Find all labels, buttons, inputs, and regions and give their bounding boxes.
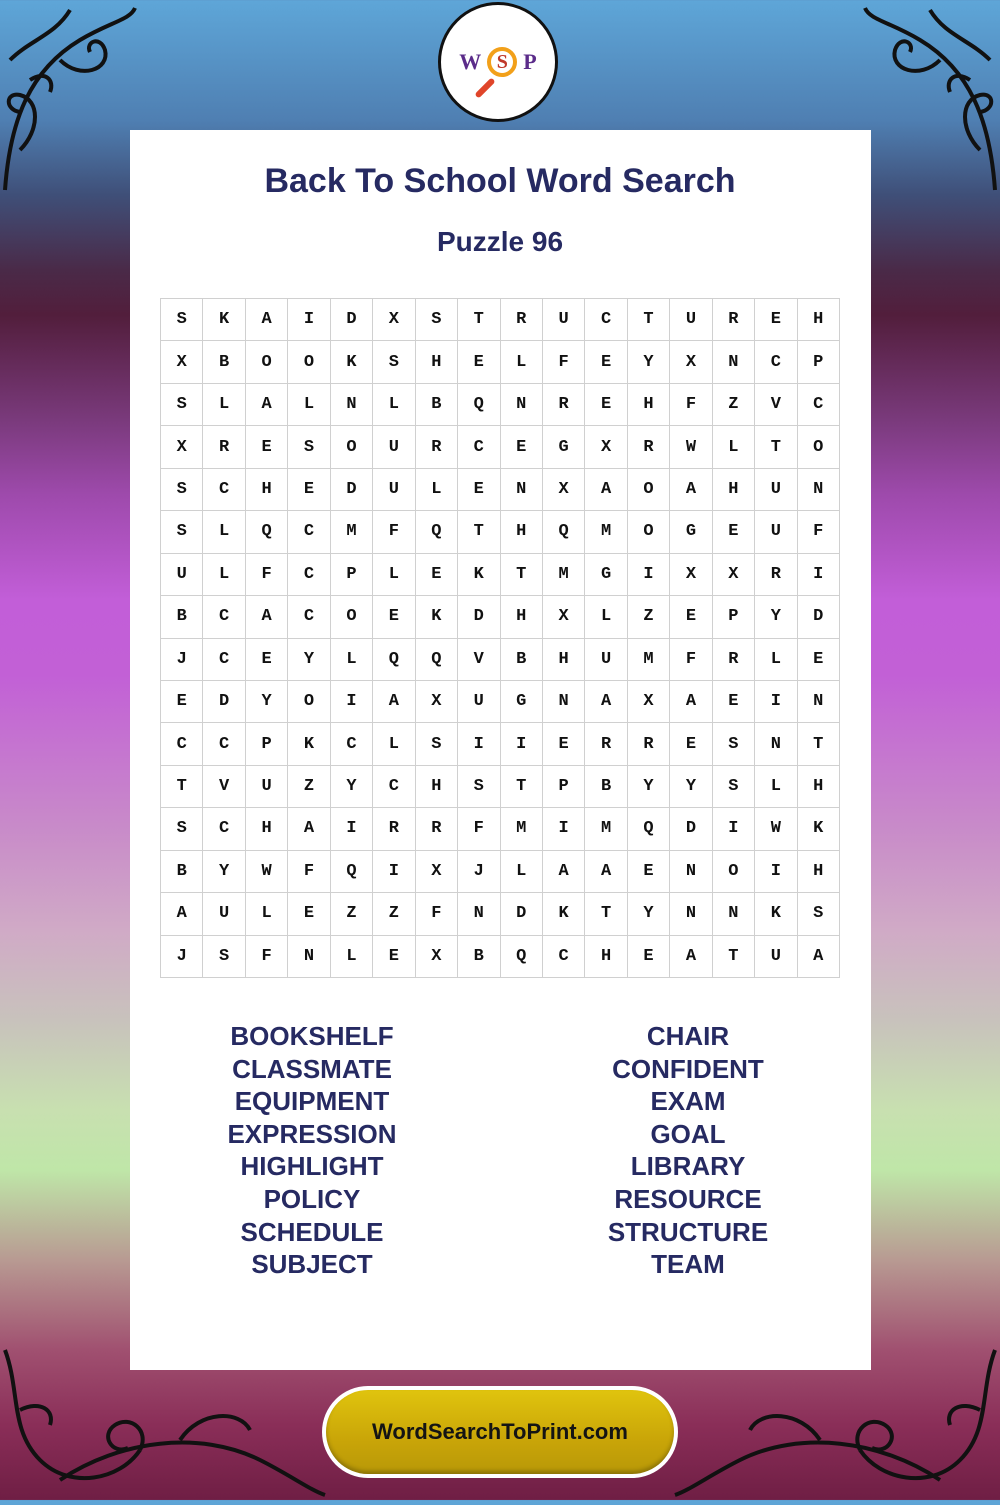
grid-cell[interactable]: A [246,596,288,638]
grid-cell[interactable]: N [713,341,755,383]
grid-cell[interactable]: Q [373,639,415,681]
grid-cell[interactable]: E [288,469,330,511]
logo-letter-p: P [523,49,537,74]
grid-cell[interactable]: H [543,639,585,681]
grid-cell[interactable]: I [628,554,670,596]
grid-cell[interactable]: L [755,766,797,808]
grid-cell[interactable]: R [543,384,585,426]
word-list-right [528,1020,848,1281]
grid-cell[interactable]: I [331,681,373,723]
grid-cell[interactable]: F [543,341,585,383]
word-list-left [152,1020,472,1281]
grid-cell[interactable]: A [585,469,627,511]
letter-grid [160,298,840,978]
grid-cell[interactable]: S [161,384,203,426]
grid-cell[interactable]: L [246,893,288,935]
grid-cell[interactable]: S [373,341,415,383]
grid-cell[interactable]: L [373,723,415,765]
grid-cell[interactable]: N [501,384,543,426]
grid-cell[interactable]: N [670,893,712,935]
grid-cell[interactable]: I [798,554,840,596]
grid-cell[interactable]: E [798,639,840,681]
logo-letter-w: W [459,49,482,74]
grid-cell[interactable]: C [203,723,245,765]
grid-cell[interactable]: E [670,596,712,638]
grid-cell[interactable]: R [585,723,627,765]
grid-cell[interactable]: A [246,299,288,341]
grid-cell[interactable]: E [755,299,797,341]
grid-cell[interactable]: L [331,639,373,681]
grid-cell[interactable]: E [713,681,755,723]
grid-cell[interactable]: X [161,426,203,468]
grid-cell[interactable]: B [203,341,245,383]
grid-cell[interactable]: V [755,384,797,426]
grid-cell[interactable]: B [416,384,458,426]
grid-cell[interactable]: Q [416,639,458,681]
grid-cell[interactable]: F [288,851,330,893]
grid-cell[interactable]: I [543,808,585,850]
puzzle-number: Puzzle 96 [436,226,564,257]
page-title: Back To School Word Search [264,162,736,200]
grid-cell[interactable]: U [543,299,585,341]
grid-cell[interactable]: D [331,469,373,511]
grid-cell[interactable]: X [585,426,627,468]
word-list-item: TEAM [651,1249,725,1280]
grid-cell[interactable]: F [373,511,415,553]
grid-cell[interactable]: D [798,596,840,638]
grid-cell[interactable]: D [203,681,245,723]
grid-cell[interactable]: R [713,639,755,681]
grid-cell[interactable]: S [713,766,755,808]
grid-cell[interactable]: A [543,851,585,893]
grid-cell[interactable]: U [246,766,288,808]
grid-cell[interactable]: E [713,511,755,553]
grid-cell[interactable]: A [585,851,627,893]
grid-cell[interactable]: O [331,426,373,468]
grid-cell[interactable]: I [288,299,330,341]
grid-cell[interactable]: R [628,426,670,468]
grid-cell[interactable]: K [288,723,330,765]
grid-cell[interactable]: C [203,639,245,681]
grid-cell[interactable]: X [416,851,458,893]
grid-cell[interactable]: K [458,554,500,596]
grid-cell[interactable]: A [246,384,288,426]
grid-cell[interactable]: E [416,554,458,596]
grid-cell[interactable]: L [203,554,245,596]
grid-cell[interactable]: H [798,766,840,808]
grid-cell[interactable]: G [585,554,627,596]
grid-cell[interactable]: Q [628,808,670,850]
grid-cell[interactable]: E [458,341,500,383]
grid-cell[interactable]: R [203,426,245,468]
word-list-item: CONFIDENT [612,1053,764,1084]
word-list-item: SUBJECT [251,1249,373,1280]
grid-cell[interactable]: I [501,723,543,765]
grid-cell[interactable]: Y [628,893,670,935]
grid-cell[interactable]: T [458,511,500,553]
grid-cell[interactable]: P [798,341,840,383]
grid-cell[interactable]: A [288,808,330,850]
grid-cell[interactable]: G [670,511,712,553]
grid-cell[interactable]: H [798,851,840,893]
grid-cell[interactable]: L [416,469,458,511]
grid-cell[interactable]: P [713,596,755,638]
grid-cell[interactable]: H [628,384,670,426]
grid-cell[interactable]: I [331,808,373,850]
word-list-item: POLICY [263,1183,361,1214]
grid-cell[interactable]: R [416,808,458,850]
grid-cell[interactable]: R [628,723,670,765]
grid-cell[interactable]: D [458,596,500,638]
grid-cell[interactable]: F [246,936,288,978]
grid-cell[interactable]: J [458,851,500,893]
grid-cell[interactable]: R [501,299,543,341]
grid-cell[interactable]: L [755,639,797,681]
grid-cell[interactable]: U [458,681,500,723]
grid-cell[interactable]: L [288,384,330,426]
grid-cell[interactable]: Q [416,511,458,553]
grid-cell[interactable]: Y [628,341,670,383]
grid-cell[interactable]: C [798,384,840,426]
grid-cell[interactable]: Z [713,384,755,426]
grid-cell[interactable]: D [331,299,373,341]
grid-cell[interactable]: B [585,766,627,808]
grid-cell[interactable]: R [373,808,415,850]
grid-cell[interactable]: N [501,469,543,511]
grid-cell[interactable]: E [628,936,670,978]
logo-letter-s: S [496,50,508,73]
grid-cell[interactable]: I [373,851,415,893]
grid-cell[interactable]: C [373,766,415,808]
grid-cell[interactable]: N [543,681,585,723]
magnifier-handle [475,77,496,98]
grid-cell[interactable]: H [798,299,840,341]
grid-cell[interactable]: H [246,808,288,850]
grid-cell[interactable]: L [203,511,245,553]
grid-cell[interactable]: U [755,469,797,511]
grid-cell[interactable]: I [755,681,797,723]
grid-cell[interactable]: O [628,469,670,511]
grid-cell[interactable]: H [416,341,458,383]
word-list-item: LIBRARY [630,1151,746,1182]
grid-cell[interactable]: H [501,511,543,553]
grid-cell[interactable]: U [161,554,203,596]
grid-cell[interactable]: D [501,893,543,935]
grid-cell[interactable]: E [373,596,415,638]
grid-cell[interactable]: T [713,936,755,978]
grid-cell[interactable]: T [501,766,543,808]
grid-cell[interactable]: F [416,893,458,935]
grid-cell[interactable]: L [501,851,543,893]
word-list-item: STRUCTURE [607,1216,769,1247]
grid-cell[interactable]: V [458,639,500,681]
grid-cell[interactable]: R [755,554,797,596]
word-list-item: BOOKSHELF [230,1021,394,1051]
grid-cell[interactable]: S [416,723,458,765]
grid-cell[interactable]: E [373,936,415,978]
grid-cell[interactable]: U [373,469,415,511]
grid-cell[interactable]: O [288,341,330,383]
grid-cell[interactable]: N [798,469,840,511]
grid-cell[interactable]: X [628,681,670,723]
grid-cell[interactable]: S [288,426,330,468]
grid-cell[interactable]: E [585,341,627,383]
grid-cell[interactable]: S [458,766,500,808]
word-list-item: EQUIPMENT [234,1086,390,1117]
grid-cell[interactable]: U [755,936,797,978]
grid-cell[interactable]: S [161,808,203,850]
grid-cell[interactable]: C [543,936,585,978]
grid-cell[interactable]: A [585,681,627,723]
grid-cell[interactable]: F [458,808,500,850]
grid-cell[interactable]: L [331,936,373,978]
grid-cell[interactable]: S [713,723,755,765]
word-list-item: HIGHLIGHT [240,1151,384,1182]
grid-cell[interactable]: E [628,851,670,893]
grid-cell[interactable]: H [416,766,458,808]
grid-cell[interactable]: O [798,426,840,468]
grid-cell[interactable]: C [755,341,797,383]
grid-cell[interactable]: E [246,426,288,468]
grid-cell[interactable]: A [670,936,712,978]
site-logo[interactable] [438,2,558,122]
grid-cell[interactable]: C [203,469,245,511]
grid-cell[interactable]: O [713,851,755,893]
grid-cell[interactable]: N [755,723,797,765]
grid-cell[interactable]: F [798,511,840,553]
grid-cell[interactable]: X [713,554,755,596]
grid-cell[interactable]: I [755,851,797,893]
grid-cell[interactable]: Q [543,511,585,553]
word-list-item: GOAL [650,1118,726,1149]
grid-cell[interactable]: Y [670,766,712,808]
grid-cell[interactable]: S [161,469,203,511]
grid-cell[interactable]: U [585,639,627,681]
grid-cell[interactable]: N [458,893,500,935]
grid-cell[interactable]: N [288,936,330,978]
grid-cell[interactable]: H [585,936,627,978]
grid-cell[interactable]: T [161,766,203,808]
grid-cell[interactable]: Q [501,936,543,978]
magnifier-icon [487,47,517,77]
grid-cell[interactable]: J [161,639,203,681]
grid-cell[interactable]: E [458,469,500,511]
grid-cell[interactable]: B [458,936,500,978]
grid-cell[interactable]: B [501,639,543,681]
grid-cell[interactable]: E [501,426,543,468]
grid-cell[interactable]: S [416,299,458,341]
grid-cell[interactable]: H [246,469,288,511]
grid-cell[interactable]: A [161,893,203,935]
grid-cell[interactable]: Z [331,893,373,935]
grid-cell[interactable]: J [161,936,203,978]
grid-cell[interactable]: L [713,426,755,468]
word-list-item: EXPRESSION [227,1118,397,1149]
grid-cell[interactable]: M [331,511,373,553]
grid-cell[interactable]: Y [331,766,373,808]
grid-cell[interactable]: Y [288,639,330,681]
grid-cell[interactable]: M [628,639,670,681]
grid-cell[interactable]: T [798,723,840,765]
grid-cell[interactable]: P [543,766,585,808]
grid-cell[interactable]: Y [246,681,288,723]
grid-cell[interactable]: F [246,554,288,596]
footer-site-link[interactable]: WordSearchToPrint.com [326,1390,674,1474]
grid-cell[interactable]: I [713,808,755,850]
grid-cell[interactable]: M [543,554,585,596]
grid-cell[interactable]: L [585,596,627,638]
grid-cell[interactable]: Q [331,851,373,893]
grid-cell[interactable]: M [585,808,627,850]
grid-cell[interactable]: E [543,723,585,765]
grid-cell[interactable]: X [543,596,585,638]
grid-cell[interactable]: E [161,681,203,723]
grid-cell[interactable]: A [798,936,840,978]
grid-cell[interactable]: K [416,596,458,638]
grid-cell[interactable]: T [628,299,670,341]
grid-cell[interactable]: I [458,723,500,765]
grid-cell[interactable]: D [670,808,712,850]
grid-cell[interactable]: G [543,426,585,468]
grid-cell[interactable]: A [373,681,415,723]
grid-cell[interactable]: H [713,469,755,511]
grid-cell[interactable]: U [203,893,245,935]
grid-cell[interactable]: X [373,299,415,341]
grid-cell[interactable]: O [331,596,373,638]
word-list-item: SCHEDULE [240,1216,384,1247]
grid-cell[interactable]: Q [246,511,288,553]
word-list-item: CHAIR [646,1021,730,1051]
word-list-item: RESOURCE [614,1183,762,1214]
grid-cell[interactable]: O [628,511,670,553]
grid-cell[interactable]: K [798,808,840,850]
word-list-item: CLASSMATE [232,1053,392,1084]
grid-cell[interactable]: W [670,426,712,468]
grid-cell[interactable]: T [585,893,627,935]
grid-cell[interactable]: A [670,681,712,723]
grid-cell[interactable]: S [161,299,203,341]
grid-cell[interactable]: T [755,426,797,468]
grid-cell[interactable]: S [161,511,203,553]
grid-cell[interactable]: Y [203,851,245,893]
grid-cell[interactable]: B [161,596,203,638]
grid-cell[interactable]: X [543,469,585,511]
grid-cell[interactable]: Y [755,596,797,638]
word-list-item: EXAM [650,1086,726,1117]
grid-cell[interactable]: R [713,299,755,341]
grid-cell[interactable]: Z [628,596,670,638]
grid-cell[interactable]: B [161,851,203,893]
grid-cell[interactable]: K [331,341,373,383]
grid-cell[interactable]: W [246,851,288,893]
grid-cell[interactable]: C [288,554,330,596]
grid-cell[interactable]: S [203,936,245,978]
grid-cell[interactable]: C [585,299,627,341]
grid-cell[interactable]: X [416,681,458,723]
grid-cell[interactable]: N [798,681,840,723]
grid-cell[interactable]: X [161,341,203,383]
grid-cell[interactable]: Y [628,766,670,808]
grid-cell[interactable]: F [670,384,712,426]
grid-cell[interactable]: H [501,596,543,638]
grid-cell[interactable]: W [755,808,797,850]
grid-cell[interactable]: C [288,511,330,553]
grid-cell[interactable]: F [670,639,712,681]
grid-cell[interactable]: M [501,808,543,850]
grid-cell[interactable]: N [670,851,712,893]
grid-cell[interactable]: P [246,723,288,765]
grid-cell[interactable]: K [543,893,585,935]
grid-cell[interactable]: U [373,426,415,468]
grid-cell[interactable]: Z [288,766,330,808]
grid-cell[interactable]: K [203,299,245,341]
grid-cell[interactable]: E [288,893,330,935]
grid-cell[interactable]: Z [373,893,415,935]
grid-cell[interactable]: E [246,639,288,681]
grid-cell[interactable]: S [798,893,840,935]
grid-cell[interactable]: A [670,469,712,511]
grid-cell[interactable]: E [670,723,712,765]
grid-cell[interactable]: O [288,681,330,723]
grid-cell[interactable]: U [670,299,712,341]
grid-cell[interactable]: C [203,596,245,638]
grid-cell[interactable]: X [670,554,712,596]
grid-cell[interactable]: L [203,384,245,426]
grid-cell[interactable]: T [458,299,500,341]
grid-cell[interactable]: U [755,511,797,553]
grid-cell[interactable]: X [670,341,712,383]
grid-cell[interactable]: X [416,936,458,978]
grid-cell[interactable]: N [331,384,373,426]
grid-cell[interactable]: C [161,723,203,765]
grid-cell[interactable]: C [203,808,245,850]
grid-cell[interactable]: M [585,511,627,553]
grid-cell[interactable]: P [331,554,373,596]
grid-cell[interactable]: O [246,341,288,383]
grid-cell[interactable]: E [585,384,627,426]
grid-cell[interactable]: T [501,554,543,596]
grid-cell[interactable]: N [713,893,755,935]
grid-cell[interactable]: C [458,426,500,468]
grid-cell[interactable]: G [501,681,543,723]
grid-cell[interactable]: L [501,341,543,383]
grid-cell[interactable]: C [288,596,330,638]
grid-cell[interactable]: V [203,766,245,808]
grid-cell[interactable]: K [755,893,797,935]
grid-cell[interactable]: C [331,723,373,765]
grid-cell[interactable]: R [416,426,458,468]
grid-cell[interactable]: L [373,384,415,426]
grid-cell[interactable]: L [373,554,415,596]
grid-cell[interactable]: Q [458,384,500,426]
